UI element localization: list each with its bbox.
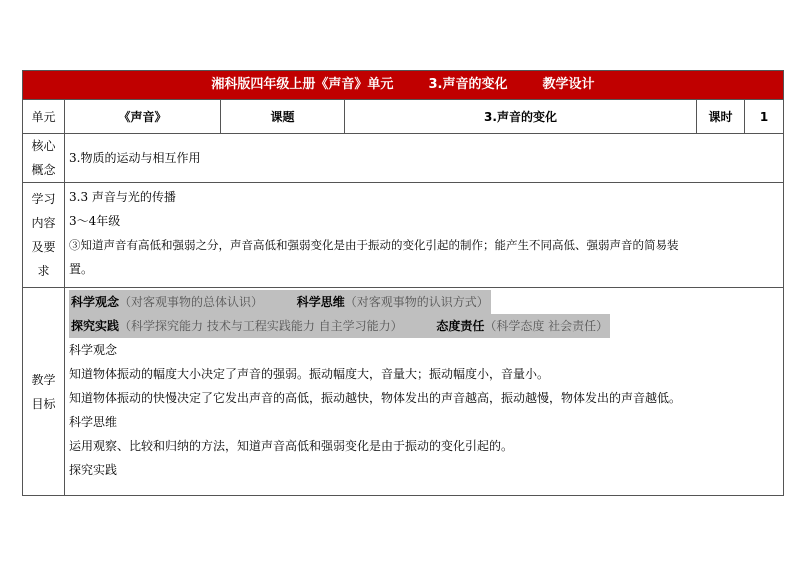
learning-content-text (65, 183, 783, 287)
learning-content-row (23, 183, 783, 288)
unit-value: 《声音》 (65, 100, 221, 133)
goal-line: 科学观念 (69, 343, 118, 357)
teaching-goals-row (23, 288, 783, 495)
goal-line: 探究实践 (69, 463, 118, 477)
goal-line: 科学思维 (69, 415, 118, 429)
goal-line: 知道物体振动的快慢决定了它发出声音的高低，振动越快，物体发出的声音越高，振动越慢，物体发出的声音越低。 (69, 391, 682, 405)
req-line: 3.3 声音与光的传播 (69, 190, 176, 204)
header-book-unit: 湘科版四年级上册《声音》单元 (211, 77, 394, 92)
req-line: 3～4年级 (69, 214, 121, 228)
header-lesson: 3.声音的变化 (428, 77, 508, 92)
goal-line: 运用观察、比较和归纳的方法，知道声音高低和强弱变化是由于振动的变化引起的。 (69, 439, 514, 453)
core-concept-label: 核心 概念 (23, 134, 65, 182)
core-concept-row (23, 134, 783, 183)
goal-category-bar-2: 探究实践（科学探究能力 技术与工程实践能力 自主学习能力） 态度责任（科学态度 社会责任） (69, 314, 779, 338)
topic-label: 课题 (221, 100, 345, 133)
table-header (23, 71, 783, 100)
goal-line: 知道物体振动的幅度大小决定了声音的强弱。振动幅度大，音量大；振动幅度小，音量小。 (69, 367, 550, 381)
teaching-goals-label: 教学 目标 (23, 288, 65, 495)
lesson-plan-table (22, 70, 784, 496)
goal-category-bar-1: 科学观念（对客观事物的总体认识） 科学思维（对客观事物的认识方式） (69, 290, 779, 314)
learning-content-label: 学习 内容 及要 求 (23, 183, 65, 287)
core-concept-text: 3.物质的运动与相互作用 (69, 151, 201, 165)
unit-row (23, 100, 783, 134)
teaching-goals-text (65, 288, 783, 495)
header-doc-type: 教学设计 (542, 77, 595, 92)
req-line: ③知道声音有高低和强弱之分，声音高低和强弱变化是由于振动的变化引起的制作；能产生不同高低、强弱声音的简易装 (69, 238, 679, 252)
topic-value: 3.声音的变化 (345, 100, 697, 133)
unit-label: 单元 (23, 100, 65, 133)
hours-value: 1 (759, 109, 769, 124)
req-line: 置。 (69, 262, 94, 276)
hours-label: 课时 (697, 100, 745, 133)
